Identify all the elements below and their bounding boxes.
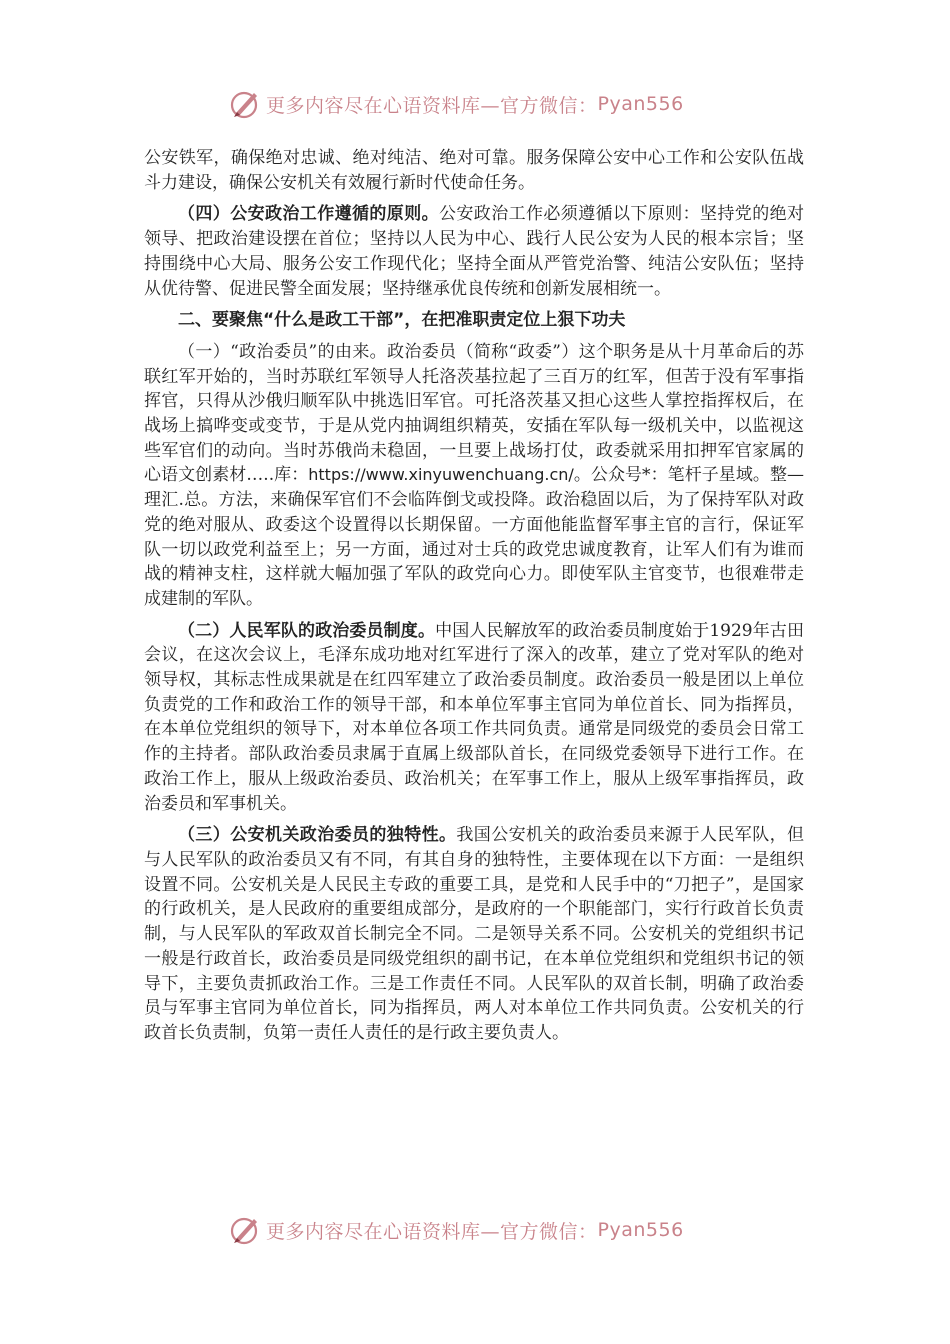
pen-logo-icon	[228, 1213, 262, 1247]
banner-wechat-id: Pyan556	[597, 93, 684, 115]
footer-banner	[228, 1210, 748, 1250]
source-url: https://www.xinyuwenchuang.cn/	[308, 465, 574, 485]
banner-text: 更多内容尽在心语资料库—官方微信：	[266, 94, 598, 117]
section-heading: 二、要聚焦“什么是政工干部”，在把准职责定位上狠下功夫	[178, 310, 626, 331]
paragraph-army-lead: （二）人民军队的政治委员制度。	[178, 620, 436, 641]
document-body	[144, 146, 804, 1053]
paragraph-army-commissar-system: （二）人民军队的政治委员制度。中国人民解放军的政治委员制度始于1929年古田会议，在这次会议上，毛泽东成功地对红军进行了深入的改革，建立了党对军队的绝对领导权，其标志性成果就是在红四军建立了政治委员制度。政治委员一般是团以上单位负责党的工作和政治工作的领导干部，和本单位军事主官同为单位首长、同为指挥员，在本单位党组织的领导下，对本单位各项工作共同负责。通常是同级党的委员会日常工作的主持者。部队政治委员隶属于直属上级部队首长，在同级党委领导下进行工作。在政治工作上，服从上级政治委员、政治机关；在军事工作上，服从上级军事指挥员，政治委员和军事机关。	[144, 620, 805, 814]
banner-text: 更多内容尽在心语资料库—官方微信：	[266, 1220, 598, 1243]
paragraph-principles: （四）公安政治工作遵循的原则。公安政治工作必须遵循以下原则：坚持党的绝对领导、把政治建设摆在首位；坚持以人民为中心、践行人民公安为人民的根本宗旨；坚持围绕中心大局、服务公安工作现代化；坚持全面从严管党治警、纯洁公安队伍；坚持从优待警、促进民警全面发展；坚持继承优良传统和创新发展相统一。	[144, 204, 804, 299]
paragraph-continuation: 公安铁军，确保绝对忠诚、绝对纯洁、绝对可靠。服务保障公安中心工作和公安队伍战斗力建设，确保公安机关有效履行新时代使命任务。	[144, 148, 804, 193]
header-banner	[228, 84, 748, 124]
paragraph-police-commissar-uniqueness: （三）公安机关政治委员的独特性。我国公安机关的政治委员来源于人民军队，但与人民军队的政治委员又有不同，有其自身的独特性，主要体现在以下方面：一是组织设置不同。公安机关是人民民主专政的重要工具，是党和人民手中的“刀把子”，是国家的行政机关，是人民政府的重要组成部分，是政府的一个职能部门，实行行政首长负责制，与人民军队的军政双首长制完全不同。二是领导关系不同。公安机关的党组织书记一般是行政首长，政治委员是同级党组织的副书记，在本单位党组织和党组织书记的领导下，主要负责抓政治工作。三是工作责任不同。人民军队的双首长制，明确了政治委员与军事主官同为单位首长，同为指挥员，两人对本单位工作共同负责。公安机关的行政首长负责制，负第一责任人责任的是行政主要负责人。	[144, 825, 805, 1043]
banner-wechat-id: Pyan556	[597, 1219, 684, 1241]
paragraph-principles-lead: （四）公安政治工作遵循的原则。	[178, 204, 439, 225]
paragraph-commissar-origin: （一）“政治委员”的由来。政治委员（简称“政委”）这个职务是从十月革命后的苏联红军开始的，当时苏联红军领导人托洛茨基拉起了三百万的红军，但苦于没有军事指挥官，只得从沙俄归顺军队中挑选旧军官。可托洛茨基又担心这些人掌控指挥权后，在战场上搞哗变或变节，于是从党内抽调组织精英，安插在军队每一级机关中，以监视这些军官们的动向。当时苏俄尚未稳固，一旦要上战场打仗，政委就采用扣押军官家属的心语文创素材…..库：https://www.xinyuwenchuang.cn/。公众号*：笔杆子星域。整—理汇.总。方法，来确保军官们不会临阵倒戈或投降。政治稳固以后，为了保持军队对政党的绝对服从、政委这个设置得以长期保留。一方面他能监督军事主官的言行，保证军队一切以政党利益至上；另一方面，通过对士兵的政党忠诚度教育，让军人们有为谁而战的精神支柱，这样就大幅加强了军队的政党向心力。即使军队主官变节，也很难带走成建制的军队。	[144, 341, 804, 609]
pen-logo-icon	[228, 87, 262, 121]
paragraph-police-lead: （三）公安机关政治委员的独特性。	[178, 825, 457, 846]
